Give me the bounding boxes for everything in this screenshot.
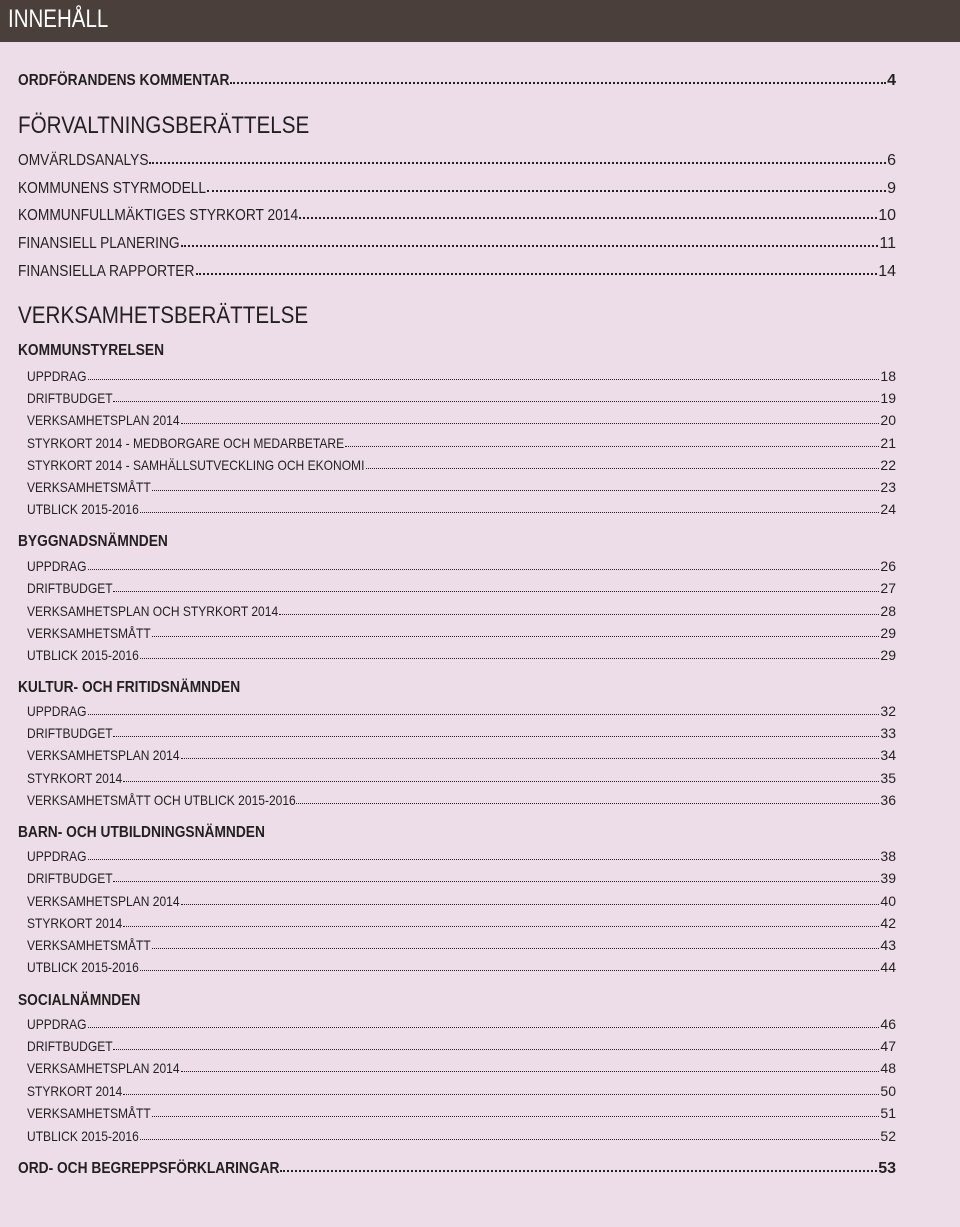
toc-subentry[interactable]	[27, 501, 896, 517]
toc-entry-page: 23	[880, 479, 896, 495]
toc-subentry[interactable]	[27, 1128, 896, 1144]
toc-entry-page: 35	[880, 770, 896, 786]
toc-entry-page: 48	[880, 1060, 896, 1076]
toc-subentry[interactable]	[27, 580, 896, 596]
toc-entry-page: 34	[880, 747, 896, 763]
toc-entry-label: VERKSAMHETSPLAN 2014	[27, 412, 180, 428]
group-heading-byggnadsnamnden: BYGGNADSNÄMNDEN	[18, 533, 168, 550]
toc-entry-page: 53	[878, 1160, 896, 1177]
toc-subentry[interactable]	[27, 390, 896, 406]
dot-leader	[140, 970, 880, 971]
dot-leader	[113, 591, 879, 592]
dot-leader	[196, 273, 878, 275]
toc-entry-label: VERKSAMHETSMÅTT	[27, 479, 151, 495]
toc-entry-label: VERKSAMHETSMÅTT	[27, 625, 151, 641]
dot-leader	[279, 614, 879, 615]
toc-subentry[interactable]	[27, 937, 896, 953]
dot-leader	[113, 881, 879, 882]
toc-entry-label: DRIFTBUDGET	[27, 580, 113, 596]
toc-subentry[interactable]	[27, 368, 896, 384]
toc-entry-label: VERKSAMHETSMÅTT	[27, 1105, 151, 1121]
toc-subentry[interactable]	[27, 479, 896, 495]
toc-subentry[interactable]	[27, 457, 896, 473]
toc-entry-label: KOMMUNENS STYRMODELL	[18, 180, 207, 197]
dot-leader	[299, 217, 877, 219]
toc-entry-page: 50	[880, 1083, 896, 1099]
toc-entry-page: 46	[880, 1016, 896, 1032]
group-heading-barn-och-utbildningsnamnden: BARN- OCH UTBILDNINGSNÄMNDEN	[18, 824, 265, 841]
dot-leader	[88, 569, 880, 570]
toc-entry-page: 18	[880, 368, 896, 384]
toc-entry-page: 44	[880, 959, 896, 975]
toc-subentry[interactable]	[27, 625, 896, 641]
toc-entry-page: 26	[880, 558, 896, 574]
toc-entry-label: UPPDRAG	[27, 558, 87, 574]
dot-leader	[230, 82, 886, 84]
toc-entry-ord-och-begreppsforklaringar[interactable]	[18, 1160, 896, 1178]
dot-leader	[140, 1139, 880, 1140]
toc-subentry[interactable]	[27, 848, 896, 864]
toc-entry-label: UTBLICK 2015-2016	[27, 959, 139, 975]
toc-entry-label: STYRKORT 2014	[27, 1083, 123, 1099]
group-heading-socialnamnden: SOCIALNÄMNDEN	[18, 992, 141, 1009]
toc-entry-page: 4	[887, 72, 896, 89]
toc-entry[interactable]	[18, 152, 896, 170]
toc-subentry[interactable]	[27, 603, 896, 619]
toc-subentry[interactable]	[27, 792, 896, 808]
dot-leader	[152, 1116, 880, 1117]
toc-entry-page: 29	[880, 647, 896, 663]
toc-entry-label: VERKSAMHETSMÅTT	[27, 937, 151, 953]
dot-leader	[140, 658, 880, 659]
toc-subentry[interactable]	[27, 1083, 896, 1099]
toc-entry-label: ORDFÖRANDENS KOMMENTAR	[18, 72, 230, 89]
toc-entry-page: 28	[880, 603, 896, 619]
toc-entry-page: 19	[880, 390, 896, 406]
toc-subentry[interactable]	[27, 412, 896, 428]
dot-leader	[181, 423, 879, 424]
toc-entry-page: 38	[880, 848, 896, 864]
toc-entry-page: 42	[880, 915, 896, 931]
dot-leader	[181, 904, 879, 905]
dot-leader	[88, 859, 880, 860]
toc-entry-label: DRIFTBUDGET	[27, 390, 113, 406]
dot-leader	[207, 190, 886, 192]
toc-entry[interactable]	[18, 207, 896, 225]
toc-entry-page: 43	[880, 937, 896, 953]
dot-leader	[123, 1094, 879, 1095]
toc-entry-page: 47	[880, 1038, 896, 1054]
toc-entry-label: OMVÄRLDSANALYS	[18, 152, 149, 169]
dot-leader	[88, 1027, 880, 1028]
toc-entry-page: 11	[879, 235, 896, 252]
toc-entry-label: VERKSAMHETSPLAN 2014	[27, 893, 180, 909]
toc-entry-label: UTBLICK 2015-2016	[27, 647, 139, 663]
dot-leader	[152, 636, 880, 637]
toc-entry-page: 6	[887, 152, 896, 169]
toc-subentry[interactable]	[27, 1105, 896, 1121]
toc-entry-page: 20	[880, 412, 896, 428]
dot-leader	[88, 714, 880, 715]
toc-entry-ordforandens-kommentar[interactable]	[18, 72, 896, 90]
toc-subentry[interactable]	[27, 1016, 896, 1032]
toc-entry-label: STYRKORT 2014 - SAMHÄLLSUTVECKLING OCH EKONOMI	[27, 457, 365, 473]
dot-leader	[181, 245, 879, 247]
dot-leader	[296, 803, 879, 804]
group-heading-kultur-och-fritidsnamnden: KULTUR- OCH FRITIDSNÄMNDEN	[18, 679, 241, 696]
toc-entry-page: 29	[880, 625, 896, 641]
toc-entry[interactable]	[18, 180, 896, 198]
toc-subentry[interactable]	[27, 915, 896, 931]
dot-leader	[345, 446, 880, 447]
toc-subentry[interactable]	[27, 435, 896, 451]
toc-entry-page: 40	[880, 893, 896, 909]
toc-entry-label: FINANSIELL PLANERING	[18, 235, 180, 252]
toc-entry-label: ORD- OCH BEGREPPSFÖRKLARINGAR	[18, 1160, 280, 1177]
toc-entry-label: UPPDRAG	[27, 368, 87, 384]
toc-entry-label: DRIFTBUDGET	[27, 1038, 113, 1054]
toc-entry-label: VERKSAMHETSPLAN 2014	[27, 1060, 180, 1076]
toc-entry-label: STYRKORT 2014	[27, 770, 123, 786]
toc-entry-page: 32	[880, 703, 896, 719]
toc-entry-page: 14	[878, 263, 896, 280]
toc-subentry[interactable]	[27, 893, 896, 909]
toc-subentry[interactable]	[27, 770, 896, 786]
toc-entry-page: 21	[880, 435, 896, 451]
toc-entry-label: UTBLICK 2015-2016	[27, 1128, 139, 1144]
dot-leader	[113, 401, 879, 402]
toc-entry[interactable]	[18, 235, 896, 253]
dot-leader	[152, 490, 880, 491]
toc-entry-label: VERKSAMHETSMÅTT OCH UTBLICK 2015-2016	[27, 792, 296, 808]
dot-leader	[123, 926, 879, 927]
dot-leader	[152, 948, 880, 949]
toc-subentry[interactable]	[27, 1038, 896, 1054]
toc-entry-page: 27	[880, 580, 896, 596]
group-heading-kommunstyrelsen: KOMMUNSTYRELSEN	[18, 342, 165, 359]
toc-entry-page: 51	[880, 1105, 896, 1121]
page-title: INNEHÅLL	[8, 5, 109, 33]
toc-subentry[interactable]	[27, 725, 896, 741]
toc-entry-label: STYRKORT 2014	[27, 915, 123, 931]
toc-entry-page: 24	[880, 501, 896, 517]
toc-entry-label: KOMMUNFULLMÄKTIGES STYRKORT 2014	[18, 207, 299, 224]
toc-entry-label: FINANSIELLA RAPPORTER	[18, 263, 195, 280]
dot-leader	[181, 1071, 879, 1072]
toc-entry-page: 22	[880, 457, 896, 473]
section-heading-verksamhetsberattelse: VERKSAMHETSBERÄTTELSE	[18, 302, 309, 329]
toc-entry-page: 39	[880, 870, 896, 886]
toc-entry-label: UPPDRAG	[27, 848, 87, 864]
dot-leader	[113, 1049, 879, 1050]
toc-entry-page: 52	[880, 1128, 896, 1144]
dot-leader	[123, 781, 879, 782]
toc-entry-label: DRIFTBUDGET	[27, 725, 113, 741]
toc-entry-label: STYRKORT 2014 - MEDBORGARE OCH MEDARBETARE	[27, 435, 345, 451]
dot-leader	[181, 758, 879, 759]
toc-subentry[interactable]	[27, 1060, 896, 1076]
dot-leader	[88, 379, 880, 380]
toc-entry-page: 10	[878, 207, 896, 224]
dot-leader	[140, 512, 880, 513]
toc-entry-label: DRIFTBUDGET	[27, 870, 113, 886]
toc-subentry[interactable]	[27, 959, 896, 975]
toc-entry-label: VERKSAMHETSPLAN 2014	[27, 747, 180, 763]
toc-entry[interactable]	[18, 263, 896, 281]
toc-entry-label: UPPDRAG	[27, 703, 87, 719]
toc-entry-page: 9	[887, 180, 896, 197]
toc-entry-page: 33	[880, 725, 896, 741]
toc-subentry[interactable]	[27, 747, 896, 763]
toc-entry-label: UPPDRAG	[27, 1016, 87, 1032]
toc-entry-label: UTBLICK 2015-2016	[27, 501, 139, 517]
dot-leader	[280, 1170, 877, 1172]
toc-subentry[interactable]	[27, 703, 896, 719]
toc-subentry[interactable]	[27, 870, 896, 886]
toc-entry-page: 36	[880, 792, 896, 808]
dot-leader	[149, 162, 886, 164]
toc-subentry[interactable]	[27, 558, 896, 574]
toc-subentry[interactable]	[27, 647, 896, 663]
dot-leader	[113, 736, 879, 737]
toc-entry-label: VERKSAMHETSPLAN OCH STYRKORT 2014	[27, 603, 279, 619]
section-heading-forvaltningsberattelse: FÖRVALTNINGSBERÄTTELSE	[18, 112, 310, 139]
dot-leader	[366, 468, 880, 469]
